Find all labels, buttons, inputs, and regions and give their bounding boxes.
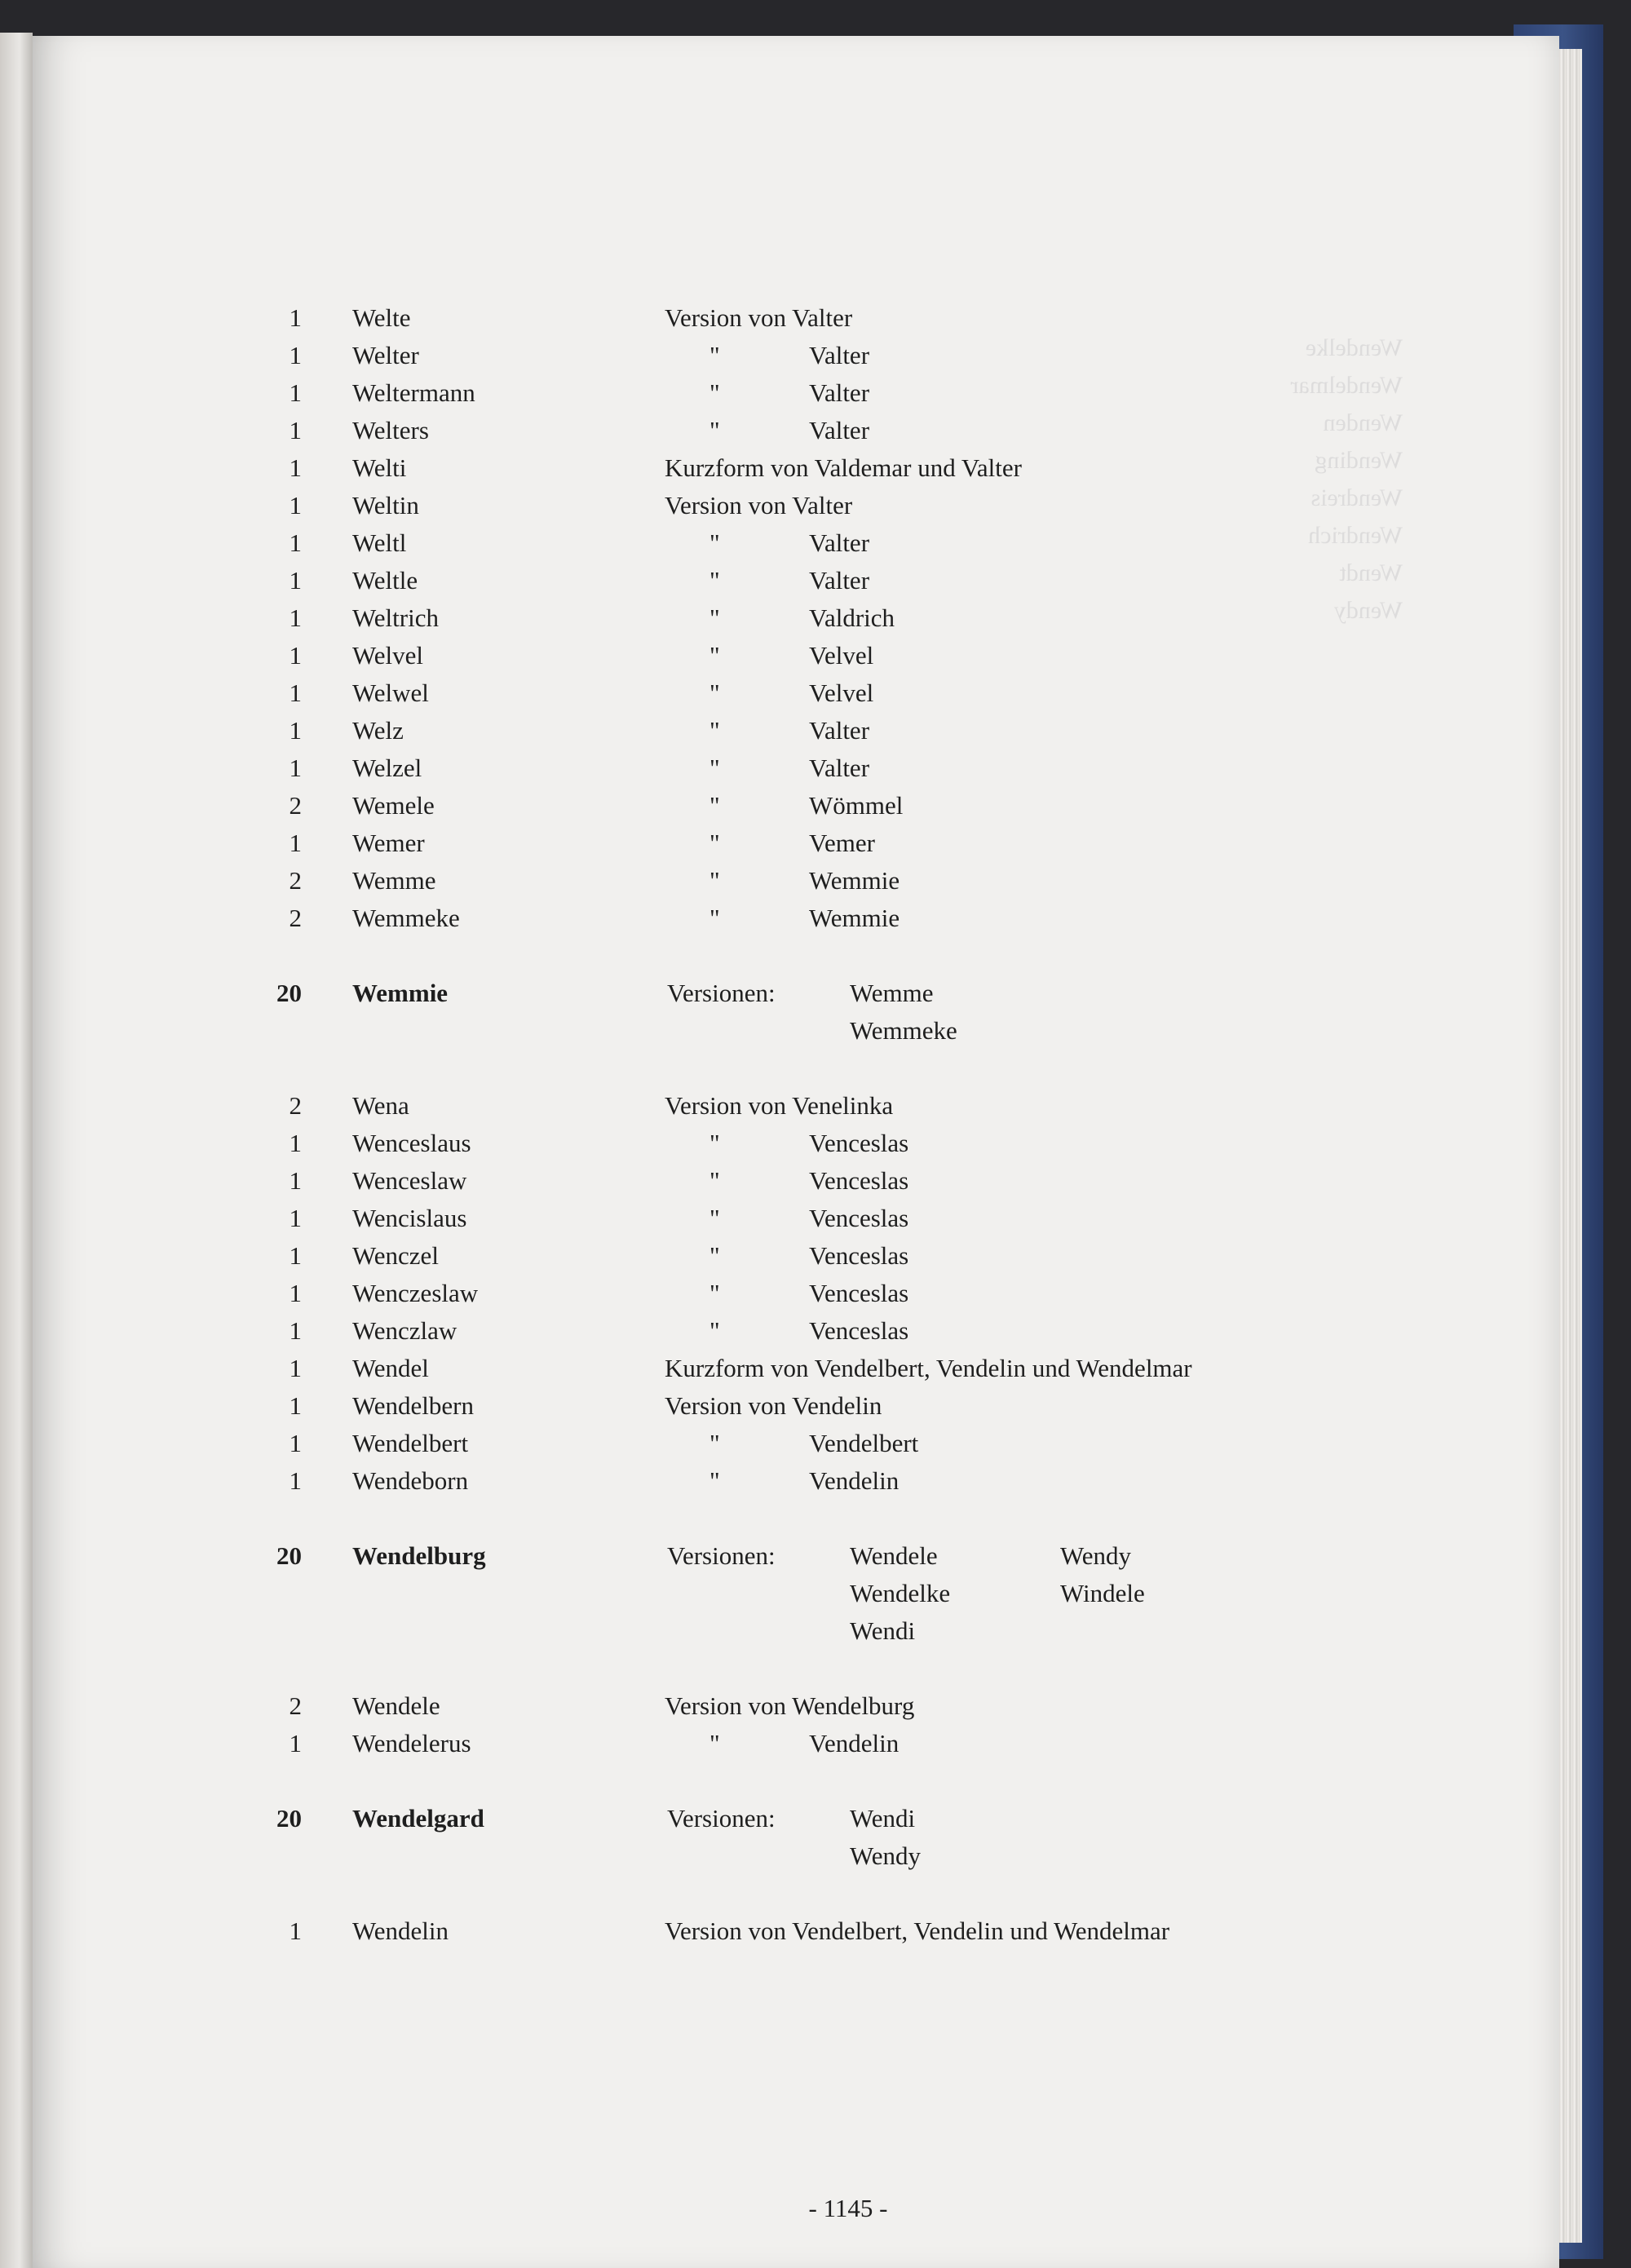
entry-name: Wendelerus <box>352 1729 471 1757</box>
ditto-mark: " <box>709 1129 720 1157</box>
entry-row <box>33 1725 1419 1762</box>
entry-count: 1 <box>289 1166 302 1195</box>
book-page <box>33 36 1559 2268</box>
entry-count: 1 <box>289 679 302 707</box>
entry-name: Welter <box>352 341 419 369</box>
entry-name: Weltermann <box>352 378 475 407</box>
ditto-mark: " <box>709 1316 720 1345</box>
entry-description: Version von Vendelin <box>665 1391 882 1420</box>
entry-row <box>33 599 1419 637</box>
entry-row <box>33 1275 1419 1312</box>
entry-base-name: Valter <box>809 528 870 557</box>
entry-count: 1 <box>289 453 302 482</box>
entry-row <box>33 900 1419 937</box>
version-name: Wemme <box>850 979 934 1007</box>
version-name: Wemmeke <box>850 1016 957 1045</box>
ditto-mark: " <box>709 679 720 707</box>
entry-base-name: Valter <box>809 378 870 407</box>
ditto-mark: " <box>709 1466 720 1495</box>
entry-name: Welters <box>352 416 429 444</box>
entry-name: Weltin <box>352 491 419 519</box>
entry-row <box>33 1425 1419 1462</box>
entry-row <box>33 637 1419 674</box>
entry-name: Wena <box>352 1091 409 1120</box>
show-through-text: Wendelke Wendelmar Wenden Wending Wendreis Wendrich Wendt Wendy <box>1290 334 1403 624</box>
version-name: Wendy <box>850 1841 922 1870</box>
entry-name: Wenczeslaw <box>352 1279 479 1307</box>
entry-base-name: Wömmel <box>809 791 904 820</box>
entry-row <box>33 412 1419 449</box>
ditto-mark: " <box>709 566 720 595</box>
entry-base-name: Velvel <box>809 679 874 707</box>
versions-label: Versionen: <box>667 1541 776 1570</box>
entry-description: Kurzform von Vendelbert, Vendelin und Wendelmar <box>665 1354 1192 1382</box>
entry-name: Wencislaus <box>352 1204 467 1232</box>
entry-row <box>33 862 1419 900</box>
entry-base-name: Wemmie <box>809 904 900 932</box>
versions-label: Versionen: <box>667 979 776 1007</box>
ditto-mark: " <box>709 1241 720 1270</box>
entry-base-name: Valdrich <box>809 603 895 632</box>
version-name: Wendelke <box>850 1579 951 1607</box>
ditto-mark: " <box>709 829 720 857</box>
entry-row <box>33 374 1419 412</box>
entry-row <box>33 1312 1419 1350</box>
entry-base-name: Valter <box>809 754 870 782</box>
entry-base-name: Venceslas <box>809 1204 909 1232</box>
entry-name: Welti <box>352 453 407 482</box>
entry-count: 2 <box>289 791 302 820</box>
entry-base-name: Venceslas <box>809 1279 909 1307</box>
entry-base-name: Velvel <box>809 641 874 670</box>
entry-base-name: Venceslas <box>809 1166 909 1195</box>
entry-count: 2 <box>289 1691 302 1720</box>
entry-count: 1 <box>289 641 302 670</box>
entry-name: Weltle <box>352 566 418 595</box>
entry-count: 1 <box>289 754 302 782</box>
entry-base-name: Venceslas <box>809 1241 909 1270</box>
entry-count: 1 <box>289 1354 302 1382</box>
ditto-mark: " <box>709 416 720 444</box>
entry-row <box>33 1200 1419 1237</box>
entry-row <box>33 449 1419 487</box>
entry-name: Wendelburg <box>352 1541 486 1570</box>
entry-name: Wemele <box>352 791 435 820</box>
entry-count: 2 <box>289 866 302 895</box>
entry-count: 20 <box>276 1541 302 1570</box>
entry-row <box>33 1350 1419 1387</box>
entry-name: Welzel <box>352 754 422 782</box>
entry-base-name: Vendelin <box>809 1729 899 1757</box>
entry-name: Weltl <box>352 528 407 557</box>
entry-row <box>33 1537 1419 1645</box>
entry-name: Wendeborn <box>352 1466 469 1495</box>
ditto-mark: " <box>709 754 720 782</box>
entry-base-name: Valter <box>809 416 870 444</box>
version-name: Wendi <box>850 1804 916 1833</box>
entry-name: Wemer <box>352 829 425 857</box>
ditto-mark: " <box>709 1279 720 1307</box>
version-name: Wendi <box>850 1616 916 1645</box>
entry-row <box>33 975 1419 1045</box>
entry-count: 1 <box>289 566 302 595</box>
entry-name: Wemmie <box>352 979 449 1007</box>
entry-description: Version von Vendelbert, Vendelin und Wendelmar <box>665 1917 1170 1945</box>
entry-name: Weltrich <box>352 603 439 632</box>
page-number: - 1145 - <box>808 2194 888 2222</box>
entry-row <box>33 1462 1419 1500</box>
entry-description: Version von Valter <box>665 491 853 519</box>
entry-count: 1 <box>289 1129 302 1157</box>
entry-row <box>33 1162 1419 1200</box>
entry-row <box>33 1125 1419 1162</box>
entry-count: 1 <box>289 1316 302 1345</box>
entry-row <box>33 337 1419 374</box>
version-name: Wendele <box>850 1541 938 1570</box>
entry-row <box>33 749 1419 787</box>
entry-count: 1 <box>289 1729 302 1757</box>
entry-count: 20 <box>276 979 302 1007</box>
entry-name: Welwel <box>352 679 429 707</box>
entry-name: Welte <box>352 303 411 332</box>
version-name: Windele <box>1060 1579 1145 1607</box>
ditto-mark: " <box>709 904 720 932</box>
entry-row <box>33 1237 1419 1275</box>
entry-row <box>33 562 1419 599</box>
entry-count: 1 <box>289 1429 302 1457</box>
entry-count: 1 <box>289 1279 302 1307</box>
entry-row <box>33 825 1419 862</box>
entry-count: 1 <box>289 829 302 857</box>
entry-row <box>33 1387 1419 1425</box>
entry-base-name: Valter <box>809 341 870 369</box>
entry-name: Wendelbern <box>352 1391 474 1420</box>
left-page-edge <box>0 33 33 2268</box>
ditto-mark: " <box>709 341 720 369</box>
entry-count: 1 <box>289 1241 302 1270</box>
entry-count: 1 <box>289 1204 302 1232</box>
entry-count: 1 <box>289 603 302 632</box>
entry-name: Wemmeke <box>352 904 460 932</box>
entry-row <box>33 787 1419 825</box>
entry-name: Wendel <box>352 1354 429 1382</box>
ditto-mark: " <box>709 641 720 670</box>
entry-base-name: Wemmie <box>809 866 900 895</box>
entry-name: Welvel <box>352 641 424 670</box>
ditto-mark: " <box>709 378 720 407</box>
entry-count: 1 <box>289 528 302 557</box>
version-name: Wendy <box>1060 1541 1132 1570</box>
entry-description: Kurzform von Valdemar und Valter <box>665 453 1022 482</box>
ditto-mark: " <box>709 1429 720 1457</box>
entry-count: 2 <box>289 1091 302 1120</box>
ditto-mark: " <box>709 1166 720 1195</box>
entry-name: Wemme <box>352 866 436 895</box>
entry-base-name: Vendelbert <box>809 1429 919 1457</box>
entry-name: Wendelbert <box>352 1429 469 1457</box>
entry-row <box>33 524 1419 562</box>
entry-count: 1 <box>289 416 302 444</box>
entry-row <box>33 487 1419 524</box>
entry-row <box>33 299 1419 337</box>
entry-base-name: Vendelin <box>809 1466 899 1495</box>
entry-name: Wenceslaw <box>352 1166 467 1195</box>
entry-name: Wenczlaw <box>352 1316 457 1345</box>
entry-description: Version von Valter <box>665 303 853 332</box>
ditto-mark: " <box>709 791 720 820</box>
entry-row <box>33 1800 1419 1870</box>
entry-name: Wendelgard <box>352 1804 484 1833</box>
entry-row <box>33 712 1419 749</box>
entry-base-name: Venceslas <box>809 1129 909 1157</box>
entry-name: Wenczel <box>352 1241 439 1270</box>
ditto-mark: " <box>709 528 720 557</box>
entry-count: 1 <box>289 716 302 745</box>
entry-row <box>33 674 1419 712</box>
entry-row <box>33 1912 1419 1950</box>
entry-count: 1 <box>289 378 302 407</box>
entry-count: 1 <box>289 491 302 519</box>
entry-name: Wenceslaus <box>352 1129 471 1157</box>
entry-count: 20 <box>276 1804 302 1833</box>
entry-base-name: Venceslas <box>809 1316 909 1345</box>
ditto-mark: " <box>709 1204 720 1232</box>
entry-base-name: Vemer <box>809 829 875 857</box>
entry-name: Wendele <box>352 1691 440 1720</box>
entry-name: Wendelin <box>352 1917 449 1945</box>
entry-description: Version von Wendelburg <box>665 1691 915 1720</box>
entry-count: 1 <box>289 1917 302 1945</box>
entry-row <box>33 1087 1419 1125</box>
entry-count: 1 <box>289 303 302 332</box>
entry-count: 1 <box>289 341 302 369</box>
versions-label: Versionen: <box>667 1804 776 1833</box>
entry-count: 1 <box>289 1391 302 1420</box>
ditto-mark: " <box>709 603 720 632</box>
entry-description: Version von Venelinka <box>665 1091 894 1120</box>
entry-count: 2 <box>289 904 302 932</box>
entry-base-name: Valter <box>809 566 870 595</box>
ditto-mark: " <box>709 716 720 745</box>
entry-row <box>33 1687 1419 1725</box>
ditto-mark: " <box>709 866 720 895</box>
entry-base-name: Valter <box>809 716 870 745</box>
entry-count: 1 <box>289 1466 302 1495</box>
entry-name: Welz <box>352 716 404 745</box>
ditto-mark: " <box>709 1729 720 1757</box>
